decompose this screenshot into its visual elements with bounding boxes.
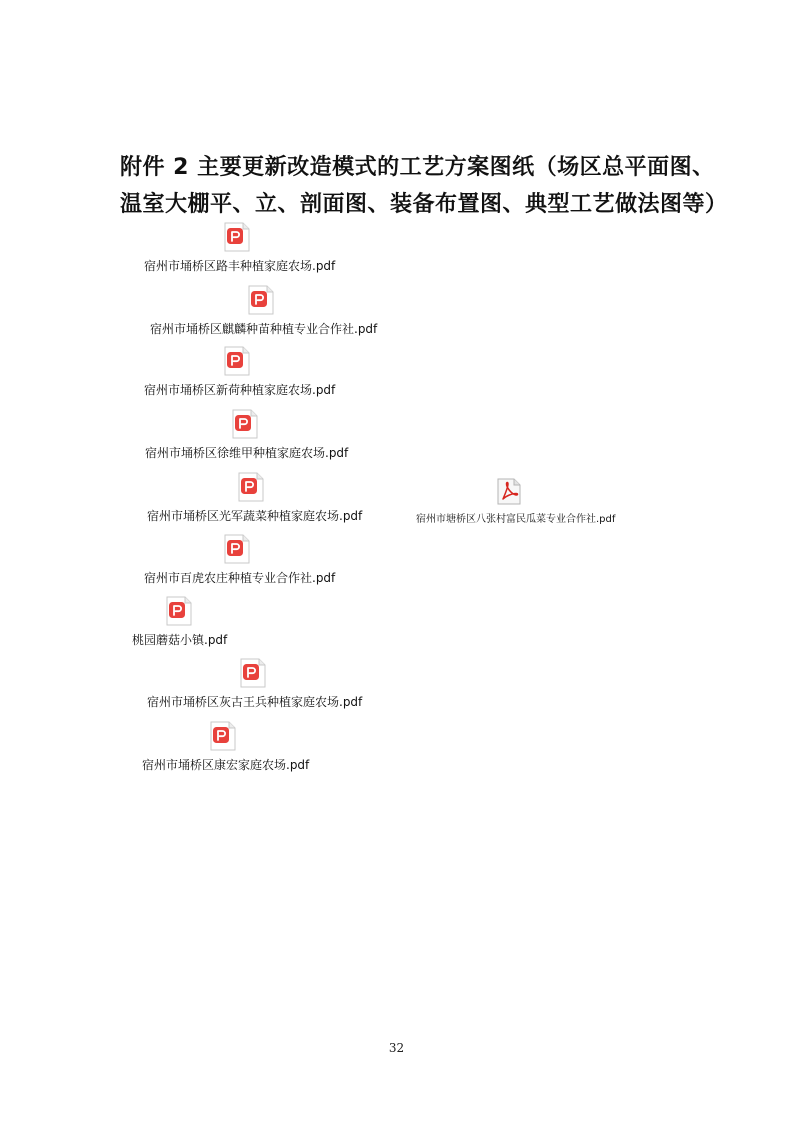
attachment-taoyuan-mushroom-town[interactable] [128, 596, 268, 647]
page-number: 32 [388, 1041, 405, 1055]
attachment-file-name: 桃园蘑菇小镇.pdf [132, 633, 228, 647]
attachment-file-name: 宿州市埇桥区麒麟种苗种植专业合作社.pdf [150, 322, 378, 336]
pdf-file-icon [224, 222, 250, 252]
attachment-file-name: 宿州市埇桥区灰古王兵种植家庭农场.pdf [147, 695, 363, 709]
attachment-xinhe-farm[interactable] [140, 346, 380, 397]
attachment-guangjun-farm[interactable] [143, 472, 393, 523]
attachment-bazhang-cooperative[interactable] [412, 478, 632, 524]
attachment-lufeng-farm[interactable] [140, 222, 380, 273]
heading-line-2: 温室大棚平、立、剖面图、装备布置图、典型工艺做法图等） [120, 192, 728, 217]
attachment-xuweijia-farm[interactable] [141, 409, 381, 460]
attachment-wangbing-farm[interactable] [143, 658, 393, 709]
attachment-file-name: 宿州市埇桥区新荷种植家庭农场.pdf [144, 383, 336, 397]
attachment-file-name: 宿州市埇桥区徐维甲种植家庭农场.pdf [145, 446, 349, 460]
pdf-file-icon [224, 346, 250, 376]
pdf-file-icon [166, 596, 192, 626]
pdf-file-icon [232, 409, 258, 439]
heading-line-1: 附件 2 主要更新改造模式的工艺方案图纸（场区总平面图、 [120, 155, 715, 180]
attachment-file-name: 宿州市埇桥区康宏家庭农场.pdf [142, 758, 310, 772]
attachment-file-name: 宿州市埇桥区路丰种植家庭农场.pdf [144, 259, 336, 273]
attachment-file-name: 宿州市塘桥区八张村富民瓜菜专业合作社.pdf [416, 514, 616, 525]
attachment-file-name: 宿州市百虎农庄种植专业合作社.pdf [144, 571, 336, 585]
acrobat-pdf-icon [497, 478, 521, 505]
pdf-file-icon [210, 721, 236, 751]
attachment-file-name: 宿州市埇桥区光军蔬菜种植家庭农场.pdf [147, 509, 363, 523]
pdf-file-icon [238, 472, 264, 502]
pdf-file-icon [240, 658, 266, 688]
attachment-baihu-cooperative[interactable] [140, 534, 380, 585]
attachment-kanghong-farm[interactable] [138, 721, 358, 772]
pdf-file-icon [224, 534, 250, 564]
pdf-file-icon [248, 285, 274, 315]
attachment-qilin-cooperative[interactable] [146, 285, 396, 336]
